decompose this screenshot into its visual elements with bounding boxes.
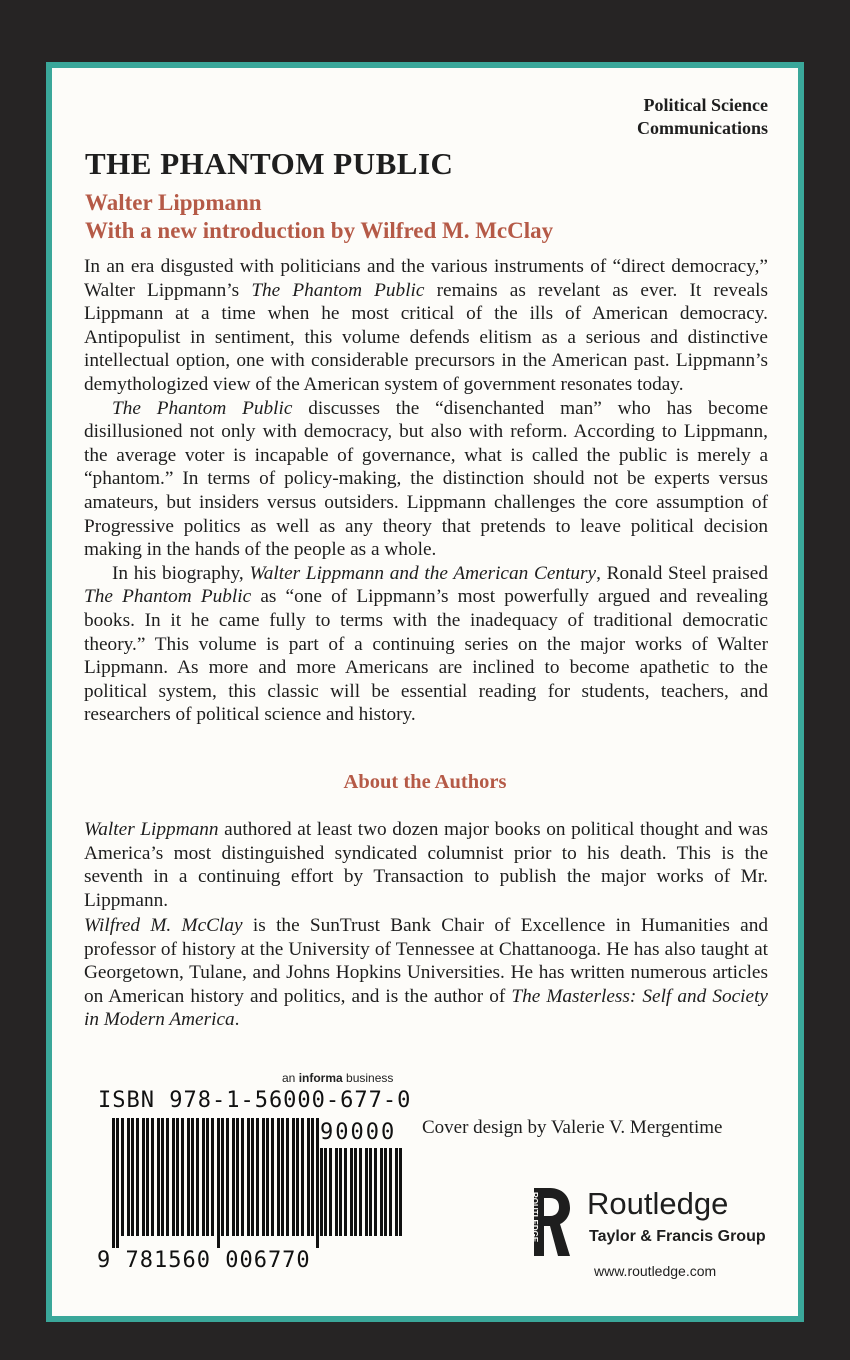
publisher-name: Routledge [587,1186,729,1221]
publisher-group: Taylor & Francis Group [589,1228,766,1245]
isbn-label: ISBN 978-1-56000-677-0 [98,1088,412,1113]
informa-tagline: an informa business [282,1071,394,1085]
ean-barcode [112,1118,322,1248]
category-line: Communications [636,118,768,138]
addon-barcode [320,1148,402,1248]
svg-text:ROUTLEDGE: ROUTLEDGE [530,1192,539,1243]
cover-design-credit: Cover design by Valerie V. Mergentime [422,1117,723,1138]
introduction-credit: With a new introduction by Wilfred M. McClay [85,218,554,243]
author-bio-lippmann: Walter Lippmann authored at least two dozen major books on political thought and was America’s most distinguished syndicated columnist prior to his death. This is the seventh in a continuing effort by Transaction to publish the major works of Mr. Lippmann. [84,819,768,911]
book-author: Walter Lippmann [85,190,262,215]
about-authors-heading: About the Authors [343,771,507,793]
routledge-logo-icon [530,1186,574,1258]
price-addon-code: 90000 [320,1120,397,1145]
author-bio-mcclay: Wilfred M. McClay is the SunTrust Bank Chair of Excellence in Humanities and professor of history at the University of Tennessee at Chattanooga. He has also taught at Georgetown, Tulane, and Johns Hopkins Universities. He has written numerous articles on American history and politics, and is the author of The Masterless: Self and Society in Modern America. [84,915,768,1031]
subject-category [637,94,768,140]
description-paragraph: The Phantom Public discusses the “disenchanted man” who has become disillusioned not only with democracy, but also with reform. According to Lippmann, the average voter is incapable of governance, what is called the public is merely a “phantom.” In terms of policy-making, the distinction should not be experts versus amateurs, but insiders versus outsiders. Lippmann challenges the core assumption of Progressive politics as well as any theory that pretends to leave political decision making in the hands of the people as a whole. [84,397,769,561]
publisher-website: www.routledge.com [594,1263,717,1279]
description-paragraph: In an era disgusted with politicians and the various instruments of “direct democracy,” Walter Lippmann’s The Phantom Public remains as revelant as ever. It reveals Lippmann at a time when he most critical of the ills of American democracy. Antipopulist in sentiment, this volume defends elitism as a serious and distinctive intellectual option, one with considerable precursors in the American past. Lippmann’s demythologized view of the American system of government resonates today. [84,256,769,395]
book-description [84,255,768,727]
ean-digits: 9 781560 006770 [97,1248,311,1273]
back-cover [52,68,798,1316]
book-title: THE PHANTOM PUBLIC [85,146,454,181]
description-paragraph: In his biography, Walter Lippmann and the American Century, Ronald Steel praised The Phantom Public as “one of Lippmann’s most powerfully argued and revealing books. In it he came fully to terms with the inadequacy of traditional democratic theory.” This volume is part of a continuing series on the major works of Walter Lippmann. As more and more Americans are inclined to become apathetic to the political system, this classic will be essential reading for students, teachers, and researchers of political science and history. [84,562,768,726]
category-line: Political Science [643,95,768,115]
